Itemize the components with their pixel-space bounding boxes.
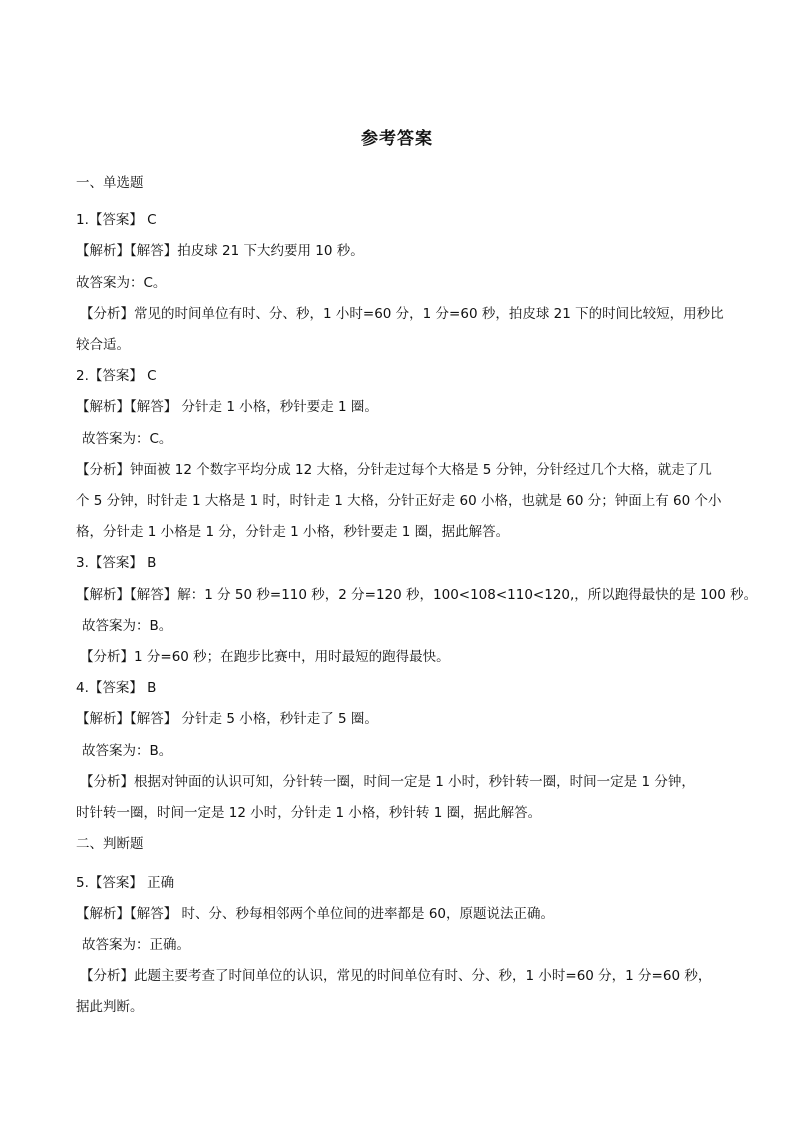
q1-answer: 1.【答案】 C xyxy=(76,212,157,228)
q1-conclusion: 故答案为：C。 xyxy=(76,275,167,291)
q3-analysis: 【分析】1 分=60 秒；在跑步比赛中，用时最短的跑得最快。 xyxy=(80,649,450,665)
q5-explain: 【解析】【解答】 时、分、秒每相邻两个单位间的进率都是 60，原题说法正确。 xyxy=(76,906,555,922)
q1-analysis-cont: 较合适。 xyxy=(76,337,130,353)
q1-explain: 【解析】【解答】拍皮球 21 下大约要用 10 秒。 xyxy=(76,243,364,259)
section-heading-true-false: 二、判断题 xyxy=(76,836,144,852)
q3-explain: 【解析】【解答】解：1 分 50 秒=110 秒，2 分=120 秒，100<108<110<120,，所以跑得最快的是 100 秒。 xyxy=(76,587,758,603)
q4-analysis: 【分析】根据对钟面的认识可知，分针转一圈，时间一定是 1 小时，秒针转一圈，时间一定是 1 分钟， xyxy=(80,774,695,790)
q1-analysis: 【分析】常见的时间单位有时、分、秒，1 小时=60 分，1 分=60 秒，拍皮球 21 下的时间比较短，用秒比 xyxy=(80,306,724,322)
q5-analysis-cont: 据此判断。 xyxy=(76,999,144,1015)
q2-answer: 2.【答案】 C xyxy=(76,368,157,384)
q4-explain: 【解析】【解答】 分针走 5 小格，秒针走了 5 圈。 xyxy=(76,711,378,727)
q5-conclusion: 故答案为：正确。 xyxy=(82,937,190,953)
section-heading-single-choice: 一、单选题 xyxy=(76,175,144,191)
q2-analysis-cont: 个 5 分钟，时针走 1 大格是 1 时，时针走 1 大格，分针正好走 60 小格，也就是 60 分；钟面上有 60 个小 xyxy=(76,493,722,509)
q2-analysis-cont2: 格，分针走 1 小格是 1 分，分针走 1 小格，秒针要走 1 圈，据此解答。 xyxy=(76,524,510,540)
q3-answer: 3.【答案】 B xyxy=(76,555,157,571)
q2-analysis: 【分析】钟面被 12 个数字平均分成 12 大格，分针走过每个大格是 5 分钟，分针经过几个大格，就走了几 xyxy=(76,462,712,478)
q2-explain: 【解析】【解答】 分针走 1 小格，秒针要走 1 圈。 xyxy=(76,399,378,415)
q3-conclusion: 故答案为：B。 xyxy=(82,618,173,634)
q5-answer: 5.【答案】 正确 xyxy=(76,875,175,891)
page-title: 参考答案 xyxy=(361,129,433,149)
q4-conclusion: 故答案为：B。 xyxy=(82,743,173,759)
q2-conclusion: 故答案为：C。 xyxy=(82,431,173,447)
q4-answer: 4.【答案】 B xyxy=(76,680,157,696)
q5-analysis: 【分析】此题主要考查了时间单位的认识，常见的时间单位有时、分、秒，1 小时=60 分，1 分=60 秒， xyxy=(80,968,712,984)
q4-analysis-cont: 时针转一圈，时间一定是 12 小时，分针走 1 小格，秒针转 1 圈，据此解答。 xyxy=(76,805,542,821)
